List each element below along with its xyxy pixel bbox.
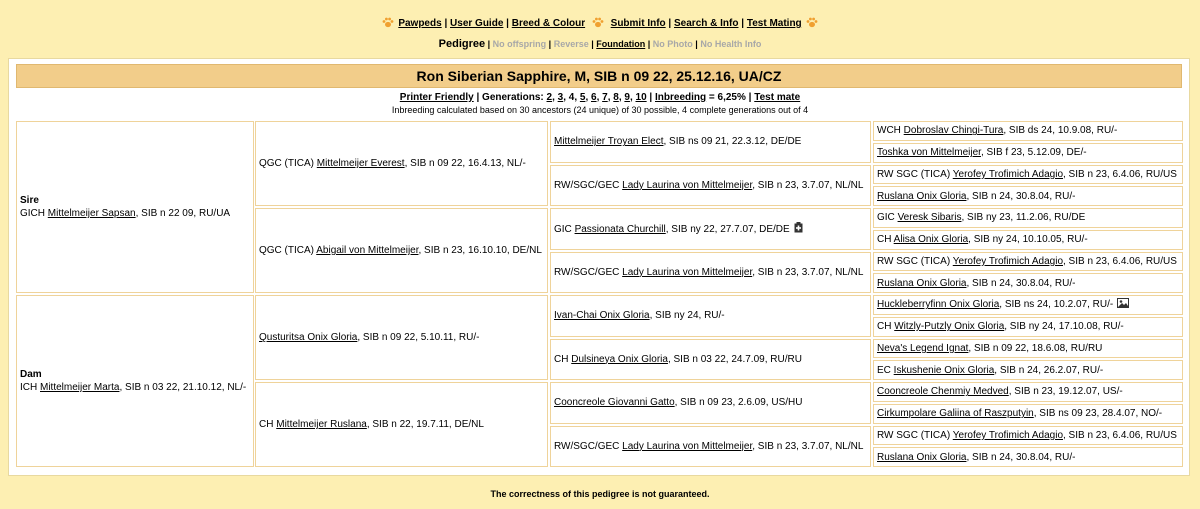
title-prefix: CH [259, 419, 277, 430]
main-nav [0, 17, 1200, 29]
separator: | [646, 92, 655, 103]
cat-details: , SIB n 23, 6.4.06, RU/US [1063, 429, 1177, 441]
cat-details: , SIB n 22 09, RU/UA [135, 208, 231, 219]
cat-entry [554, 440, 863, 453]
generation-10-link[interactable]: 10 [635, 92, 647, 103]
cat-line [259, 419, 484, 430]
pedigree-cell-gen2 [255, 208, 548, 293]
title-prefix: GIC [554, 223, 575, 235]
cat-line [554, 224, 803, 235]
cat-details: , SIB n 22, 19.7.11, DE/NL [366, 419, 484, 430]
subnav-separator: | [485, 39, 493, 49]
cat-entry [877, 190, 1075, 203]
generation-6-link[interactable]: 6 [591, 92, 597, 103]
paw-icon [592, 17, 604, 28]
title-prefix: RW SGC (TICA) [877, 429, 953, 441]
nav-separator: | [665, 18, 675, 29]
generations-label: Generations: [482, 92, 547, 103]
pedigree-cell-gen4 [873, 426, 1183, 446]
subnav-no-health-info: No Health Info [700, 39, 762, 49]
title-prefix: RW/SGC/GEC [554, 266, 623, 278]
paw-icon [382, 17, 394, 28]
health-info-icon[interactable] [794, 222, 803, 233]
cat-name-link[interactable]: Cirkumpolare Galiina of Raszputyin [877, 408, 1034, 420]
nav-submit-info[interactable]: Submit Info [610, 18, 666, 29]
pedigree-cell-gen4 [873, 252, 1183, 272]
cat-details: , SIB ny 24, 17.10.08, RU/- [1004, 321, 1124, 333]
generation-9-link[interactable]: 9 [624, 92, 630, 103]
cat-details: , SIB n 23, 6.4.06, RU/US [1063, 168, 1177, 180]
title-prefix: GICH [20, 208, 48, 219]
pedigree-cell-gen4 [873, 339, 1183, 359]
cat-entry [877, 364, 1103, 377]
nav-separator: | [503, 18, 512, 29]
photo-icon[interactable] [1117, 298, 1129, 308]
title-prefix: QGC (TICA) [259, 245, 317, 256]
pedigree-cell-gen3 [550, 295, 871, 337]
subnav-separator: | [692, 39, 701, 49]
cat-entry [877, 255, 1177, 268]
cat-details: , SIB ns 24, 10.2.07, RU/- [999, 299, 1114, 311]
nav-pawpeds[interactable]: Pawpeds [398, 18, 442, 29]
cat-details: , SIB n 09 22, 5.10.11, RU/- [357, 332, 480, 343]
cat-details: , SIB n 09 23, 2.6.09, US/HU [674, 397, 803, 409]
disclaimer: The correctness of this pedigree is not guaranteed. [490, 489, 710, 499]
pedigree-cell-gen3 [550, 121, 871, 163]
cat-name-link[interactable]: Ruslana Onix Gloria [877, 190, 967, 202]
subnav-reverse: Reverse [553, 39, 589, 49]
title-prefix: CH [877, 321, 895, 333]
generation-3-link[interactable]: 3 [557, 92, 564, 103]
generation-8-link[interactable]: 8 [613, 92, 619, 103]
cat-details: , SIB ny 23, 11.2.06, RU/DE [961, 212, 1086, 224]
cat-name-link[interactable]: Lady Laurina von Mittelmeijer [622, 179, 753, 191]
cat-line [554, 354, 802, 365]
test-mate-link[interactable]: Test mate [754, 92, 801, 103]
pedigree-cell-gen3 [550, 208, 871, 250]
cat-details: , SIB n 24, 30.8.04, RU/- [966, 277, 1076, 289]
cat-entry [259, 418, 484, 431]
cat-line [877, 125, 1117, 136]
cat-name-link[interactable]: Dulsineya Onix Gloria [571, 353, 668, 365]
inbreeding-value: = 6,25% [706, 92, 746, 103]
cat-name-link[interactable]: Cooncreole Giovanni Gatto [554, 397, 675, 409]
cat-entry [877, 342, 1102, 355]
cat-entry [554, 396, 802, 409]
cat-entry [877, 277, 1075, 290]
cat-name-link[interactable]: Mittelmeijer Sapsan [47, 208, 136, 219]
cat-name-link[interactable]: Yerofey Trofimich Adagio [952, 429, 1063, 441]
cat-entry [877, 146, 1087, 159]
cat-details: , SIB ny 22, 27.7.07, DE/DE [665, 223, 790, 235]
cat-name-link[interactable]: Passionata Churchill [574, 223, 666, 235]
pedigree-cell-gen4 [873, 404, 1183, 424]
pedigree-cell-gen1 [16, 295, 254, 467]
cat-line [259, 332, 479, 343]
cat-line [20, 208, 230, 219]
cat-name-link[interactable]: Mittelmeijer Ruslana [276, 419, 367, 430]
pedigree-cell-gen3 [550, 339, 871, 381]
cat-name-link[interactable]: Abigail von Mittelmeijer [316, 245, 419, 256]
cat-line [877, 169, 1177, 180]
separator: | [473, 92, 483, 103]
cat-entry [877, 407, 1162, 420]
cat-line [259, 245, 542, 256]
pedigree-cell-gen1 [16, 121, 254, 293]
title-prefix: ICH [20, 382, 40, 393]
cat-name-link[interactable]: Mittelmeijer Everest [316, 158, 405, 169]
cat-name-link[interactable]: Dobroslav Chingi-Tura [903, 125, 1004, 137]
pedigree-cell-gen4 [873, 143, 1183, 163]
current-view-label: Pedigree [438, 38, 486, 50]
separator: | [745, 92, 755, 103]
cat-entry [877, 298, 1129, 311]
nav-search-info[interactable]: Search & Info [674, 18, 739, 29]
cat-entry [554, 222, 803, 236]
title-prefix: QGC (TICA) [259, 158, 317, 169]
cat-name-link[interactable]: Lady Laurina von Mittelmeijer [622, 440, 753, 452]
cat-name-link[interactable]: Yerofey Trofimich Adagio [952, 168, 1063, 180]
pedigree-cell-gen4 [873, 317, 1183, 337]
cat-entry [554, 309, 725, 322]
cat-entry [20, 194, 230, 220]
title-prefix: RW/SGC/GEC [554, 440, 623, 452]
cat-entry [554, 179, 863, 192]
parent-role-label: Sire [20, 195, 39, 206]
pedigree-cell-gen4 [873, 382, 1183, 402]
pedigree-cell-gen4 [873, 447, 1183, 467]
cat-line [877, 452, 1075, 463]
pedigree-cell-gen2 [255, 121, 548, 206]
cat-details: , SIB n 23, 19.12.07, US/- [1008, 386, 1123, 398]
cat-line [554, 180, 863, 191]
pedigree-cell-gen4 [873, 273, 1183, 293]
cat-entry [877, 429, 1177, 442]
cat-name-link[interactable]: Iskushenie Onix Gloria [893, 364, 995, 376]
cat-details: , SIB n 23, 3.7.07, NL/NL [752, 179, 864, 191]
cat-name-link[interactable]: Yerofey Trofimich Adagio [952, 255, 1063, 267]
cat-line [877, 386, 1123, 397]
cat-details: , SIB n 24, 26.2.07, RU/- [994, 364, 1104, 376]
cat-name-link[interactable]: Mittelmeijer Marta [40, 382, 120, 393]
cat-line [877, 321, 1124, 332]
cat-line [554, 310, 725, 321]
pedigree-cell-gen4 [873, 230, 1183, 250]
cat-details: , SIB ds 24, 10.9.08, RU/- [1003, 125, 1118, 137]
cat-details: , SIB n 24, 30.8.04, RU/- [966, 451, 1076, 463]
cat-details: , SIB ny 24, 10.10.05, RU/- [968, 234, 1088, 246]
cat-line [877, 365, 1103, 376]
generation-2-link[interactable]: 2 [546, 92, 553, 103]
title-prefix: RW SGC (TICA) [877, 255, 953, 267]
cat-line [20, 382, 246, 393]
parent-role-label: Dam [20, 369, 42, 380]
cat-details: , SIB n 23, 3.7.07, NL/NL [752, 440, 864, 452]
subnav-no-photo: No Photo [652, 39, 693, 49]
pedigree-panel [8, 58, 1190, 476]
nav-breed-colour[interactable]: Breed & Colour [511, 18, 586, 29]
pedigree-cell-gen3 [550, 165, 871, 207]
title-prefix: RW SGC (TICA) [877, 168, 953, 180]
cat-details: , SIB ns 09 23, 28.4.07, NO/- [1033, 408, 1163, 420]
inbreeding-link[interactable]: Inbreeding [655, 92, 707, 103]
pedigree-subnav [0, 38, 1200, 50]
cat-name-link[interactable]: Lady Laurina von Mittelmeijer [622, 266, 753, 278]
subnav-separator: | [588, 39, 597, 49]
cat-line [877, 278, 1075, 289]
cat-entry [877, 211, 1085, 224]
generation-4-link: 4 [568, 92, 575, 103]
cat-name-link[interactable]: Huckleberryfinn Onix Gloria [877, 299, 1000, 311]
cat-name-link[interactable]: Alisa Onix Gloria [893, 234, 969, 246]
cat-line [259, 158, 526, 169]
title-prefix: WCH [877, 125, 904, 137]
cat-entry [877, 168, 1177, 181]
cat-details: , SIB ns 09 21, 22.3.12, DE/DE [663, 136, 802, 148]
page-title: Ron Siberian Sapphire, M, SIB n 09 22, 25.12.16, UA/CZ [16, 64, 1182, 88]
cat-entry [554, 266, 863, 279]
generation-5-link[interactable]: 5 [579, 92, 586, 103]
cat-entry [554, 353, 802, 366]
pedigree-cell-gen2 [255, 295, 548, 380]
pedigree-cell-gen3 [550, 426, 871, 468]
cat-entry [20, 368, 246, 394]
cat-entry [877, 451, 1075, 464]
cat-details: , SIB n 24, 30.8.04, RU/- [966, 190, 1076, 202]
cat-line [877, 191, 1075, 202]
nav-test-mating[interactable]: Test Mating [746, 18, 802, 29]
subnav-separator: | [546, 39, 554, 49]
cat-name-link[interactable]: Qusturitsa Onix Gloria [259, 332, 358, 343]
cat-details: , SIB n 23, 16.10.10, DE/NL [418, 245, 542, 256]
pedigree-cell-gen4 [873, 186, 1183, 206]
paw-icon [806, 17, 818, 28]
cat-line [877, 256, 1177, 267]
cat-details: , SIB f 23, 5.12.09, DE/- [980, 147, 1087, 159]
cat-name-link[interactable]: Witzly-Putzly Onix Gloria [894, 321, 1005, 333]
nav-separator: | [441, 18, 451, 29]
generation-7-link[interactable]: 7 [602, 92, 608, 103]
pedigree-cell-gen4 [873, 295, 1183, 315]
cat-line [877, 147, 1087, 158]
pedigree-cell-gen3 [550, 382, 871, 424]
pedigree-cell-gen4 [873, 360, 1183, 380]
cat-details: , SIB n 03 22, 21.10.12, NL/- [119, 382, 247, 393]
cat-line [554, 441, 863, 452]
title-prefix: CH [877, 234, 894, 246]
title-prefix: RW/SGC/GEC [554, 179, 623, 191]
pedigree-controls: Printer Friendly | Generations: 2, 3, 4, 5, 6, 7, 8, 9, 10 | Inbreeding = 6,25% | Test mate [399, 92, 801, 103]
pedigree-cell-gen3 [550, 252, 871, 294]
cat-entry [259, 331, 479, 344]
nav-user-guide[interactable]: User Guide [450, 18, 504, 29]
cat-line [877, 430, 1177, 441]
inbreeding-info: Inbreeding calculated based on 30 ancestors (24 unique) of 30 possible, 4 complete generations out of 4 [391, 105, 809, 115]
cat-details: , SIB n 23, 3.7.07, NL/NL [752, 266, 864, 278]
cat-entry [554, 135, 801, 148]
pedigree-cell-gen4 [873, 208, 1183, 228]
cat-entry [259, 244, 542, 257]
cat-details: , SIB n 23, 6.4.06, RU/US [1063, 255, 1177, 267]
cat-entry [877, 124, 1117, 137]
title-prefix: EC [877, 364, 894, 376]
cat-name-link[interactable]: Mittelmeijer Troyan Elect [554, 136, 664, 148]
cat-line [554, 397, 802, 408]
pedigree-cell-gen4 [873, 121, 1183, 141]
cat-line [554, 136, 801, 147]
subnav-separator: | [645, 39, 653, 49]
printer-friendly-link[interactable]: Printer Friendly [399, 92, 474, 103]
title-prefix: CH [554, 353, 572, 365]
title-prefix: GIC [877, 212, 898, 224]
cat-line [877, 212, 1085, 223]
pedigree-cell-gen2 [255, 382, 548, 467]
cat-details: , SIB n 03 22, 24.7.09, RU/RU [667, 353, 802, 365]
cat-details: , SIB n 09 22, 16.4.13, NL/- [404, 158, 526, 169]
cat-line [877, 408, 1162, 419]
pedigree-cell-gen4 [873, 165, 1183, 185]
cat-entry [259, 157, 526, 170]
cat-details: , SIB n 09 22, 18.6.08, RU/RU [968, 342, 1103, 354]
cat-line [877, 299, 1129, 310]
cat-name-link[interactable]: Veresk Sibaris [897, 212, 962, 224]
subnav-no-offspring: No offspring [492, 39, 547, 49]
cat-name-link[interactable]: Cooncreole Chenmiy Medved [877, 386, 1009, 398]
cat-line [877, 343, 1102, 354]
cat-entry [877, 385, 1123, 398]
cat-entry [877, 233, 1088, 246]
subnav-foundation[interactable]: Foundation [596, 39, 646, 49]
cat-name-link[interactable]: Ruslana Onix Gloria [877, 451, 967, 463]
cat-details: , SIB ny 24, RU/- [649, 310, 725, 322]
cat-name-link[interactable]: Ivan-Chai Onix Gloria [554, 310, 650, 322]
cat-name-link[interactable]: Toshka von Mittelmeijer [877, 147, 981, 159]
cat-line [877, 234, 1088, 245]
cat-entry [877, 320, 1124, 333]
nav-separator: | [738, 18, 747, 29]
cat-name-link[interactable]: Neva's Legend Ignat [877, 342, 969, 354]
cat-line [554, 267, 863, 278]
cat-name-link[interactable]: Ruslana Onix Gloria [877, 277, 967, 289]
